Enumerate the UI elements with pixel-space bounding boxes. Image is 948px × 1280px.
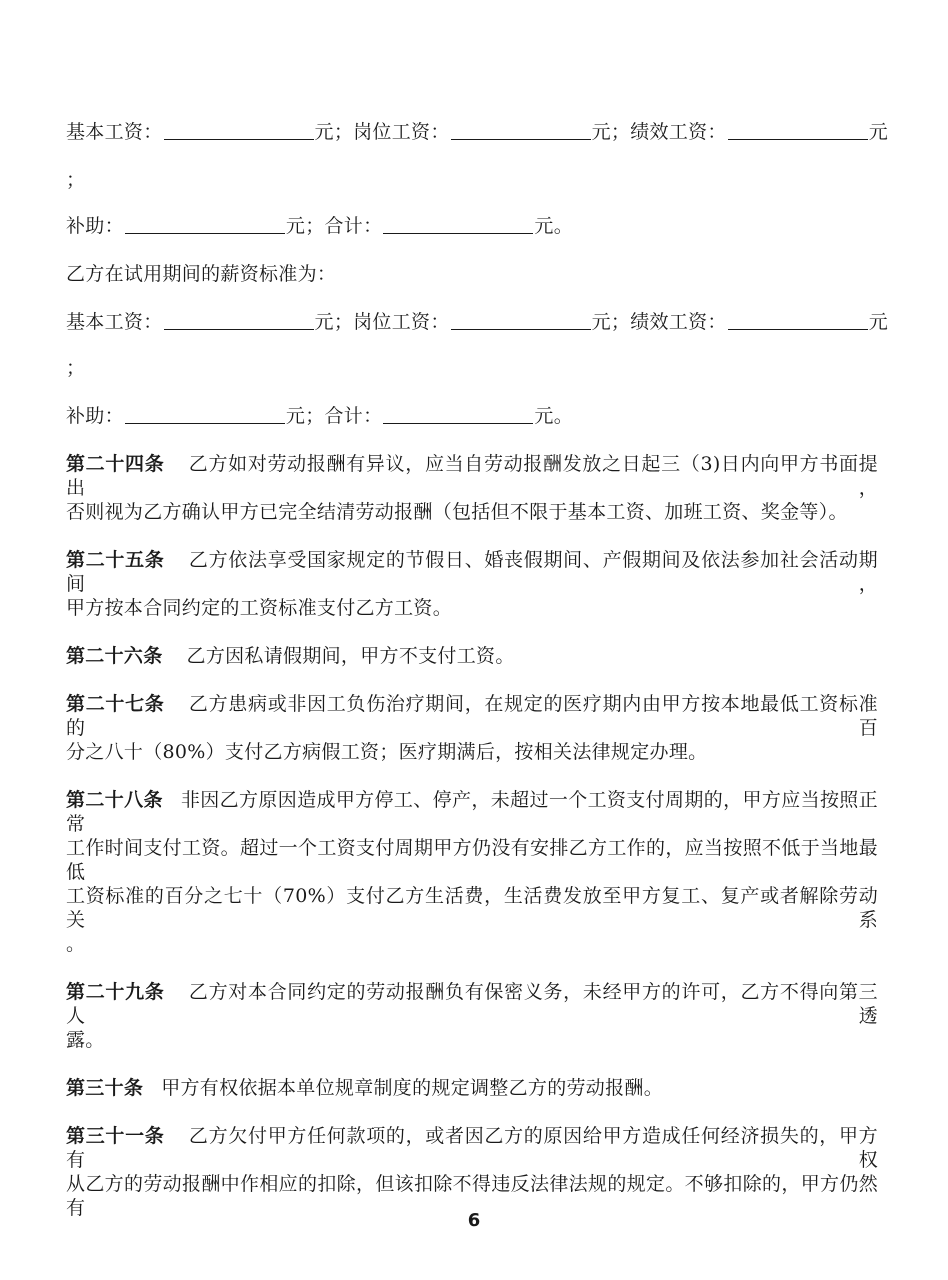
article-24-line-2: 否则视为乙方确认甲方已完全结清劳动报酬（包括但不限于基本工资、加班工资、奖金等）。 (66, 501, 848, 523)
article-title: 第二十八条 (66, 789, 163, 811)
article-title: 第二十九条 (66, 981, 165, 1003)
basic-salary-label: 基本工资： (66, 311, 163, 333)
total-label: 元；合计： (285, 405, 383, 427)
basic-salary-blank[interactable] (164, 121, 314, 140)
article-text: 非因乙方原因造成甲方停工、停产，未超过一个工资支付周期的，甲方应当按照正常 (66, 789, 878, 835)
article-26-line-1 (66, 644, 878, 668)
subsidy-label: 补助： (66, 215, 124, 237)
article-text: 工作时间支付工资。超过一个工资支付周期甲方仍没有安排乙方工作的，应当按照不低于当地最低 (66, 837, 878, 883)
yuan-unit: 元 (868, 121, 889, 143)
article-27-line-1 (66, 692, 878, 739)
article-text: 乙方对本合同约定的劳动报酬负有保密义务，未经甲方的许可，乙方不得向第三人透 (66, 981, 878, 1027)
article-text: 乙方因私请假期间，甲方不支付工资。 (186, 645, 515, 667)
subsidy-blank[interactable] (125, 215, 285, 234)
article-28-line-4: 。 (66, 933, 86, 955)
article-28-line-1 (66, 788, 878, 835)
basic-salary-label: 基本工资： (66, 121, 163, 143)
subsidy-blank[interactable] (125, 405, 285, 424)
article-31-line-1 (66, 1124, 878, 1171)
probation-subsidy-row (66, 404, 878, 428)
performance-salary-blank[interactable] (728, 121, 868, 140)
article-24-line-1 (66, 452, 878, 499)
yuan-period: 元。 (534, 215, 574, 237)
position-salary-blank[interactable] (451, 121, 591, 140)
article-29-line-1 (66, 980, 878, 1027)
probation-intro: 乙方在试用期间的薪资标准为： (66, 263, 337, 285)
total-blank[interactable] (383, 215, 533, 234)
semicolon-text: ； (66, 357, 86, 379)
article-title: 第二十七条 (66, 693, 165, 715)
article-29-line-2: 露。 (66, 1029, 105, 1051)
performance-salary-label: 元；绩效工资： (591, 121, 727, 143)
article-text: 从乙方的劳动报酬中作相应的扣除，但该扣除不得违反法律法规的规定。不够扣除的，甲方仍然有 (66, 1173, 878, 1219)
article-text: 工资标准的百分之七十（70%）支付乙方生活费，生活费发放至甲方复工、复产或者解除劳动关系 (66, 885, 878, 931)
yuan-unit: 元 (868, 311, 889, 333)
semicolon-text: ； (66, 169, 86, 191)
article-text: 乙方依法享受国家规定的节假日、婚丧假期间、产假期间及依法参加社会活动期间， (66, 549, 878, 595)
article-28-line-3 (66, 884, 878, 931)
probation-salary-row (66, 310, 889, 334)
article-27-line-2: 分之八十（80%）支付乙方病假工资；医疗期满后，按相关法律规定办理。 (66, 741, 708, 763)
performance-salary-label: 元；绩效工资： (591, 311, 727, 333)
total-label: 元；合计： (285, 215, 383, 237)
yuan-period: 元。 (534, 405, 574, 427)
article-31-line-2 (66, 1172, 878, 1219)
article-30-line-1 (66, 1076, 878, 1100)
subsidy-label: 补助： (66, 405, 124, 427)
formal-subsidy-row (66, 214, 878, 238)
total-blank[interactable] (383, 405, 533, 424)
page-number: 6 (467, 1210, 481, 1231)
article-text: 乙方欠付甲方任何款项的，或者因乙方的原因给甲方造成任何经济损失的，甲方有权 (66, 1125, 878, 1171)
formal-salary-semicolon (66, 168, 878, 192)
article-25-line-2: 甲方按本合同约定的工资标准支付乙方工资。 (66, 597, 453, 619)
probation-salary-semicolon (66, 356, 878, 380)
article-text: 乙方患病或非因工负伤治疗期间，在规定的医疗期内由甲方按本地最低工资标准的百 (66, 693, 878, 739)
article-text: 甲方有权依据本单位规章制度的规定调整乙方的劳动报酬。 (161, 1077, 664, 1099)
article-text: 乙方如对劳动报酬有异议，应当自劳动报酬发放之日起三（3)日内向甲方书面提出， (66, 453, 878, 499)
position-salary-blank[interactable] (451, 311, 591, 330)
article-title: 第三十一条 (66, 1125, 165, 1147)
performance-salary-blank[interactable] (728, 311, 868, 330)
article-title: 第二十四条 (66, 453, 165, 475)
article-28-line-2 (66, 836, 878, 883)
basic-salary-blank[interactable] (164, 311, 314, 330)
article-title: 第三十条 (66, 1077, 144, 1099)
position-salary-label: 元；岗位工资： (314, 121, 450, 143)
article-title: 第二十六条 (66, 645, 163, 667)
article-title: 第二十五条 (66, 549, 165, 571)
position-salary-label: 元；岗位工资： (314, 311, 450, 333)
article-25-line-1 (66, 548, 878, 595)
formal-salary-row (66, 120, 889, 144)
